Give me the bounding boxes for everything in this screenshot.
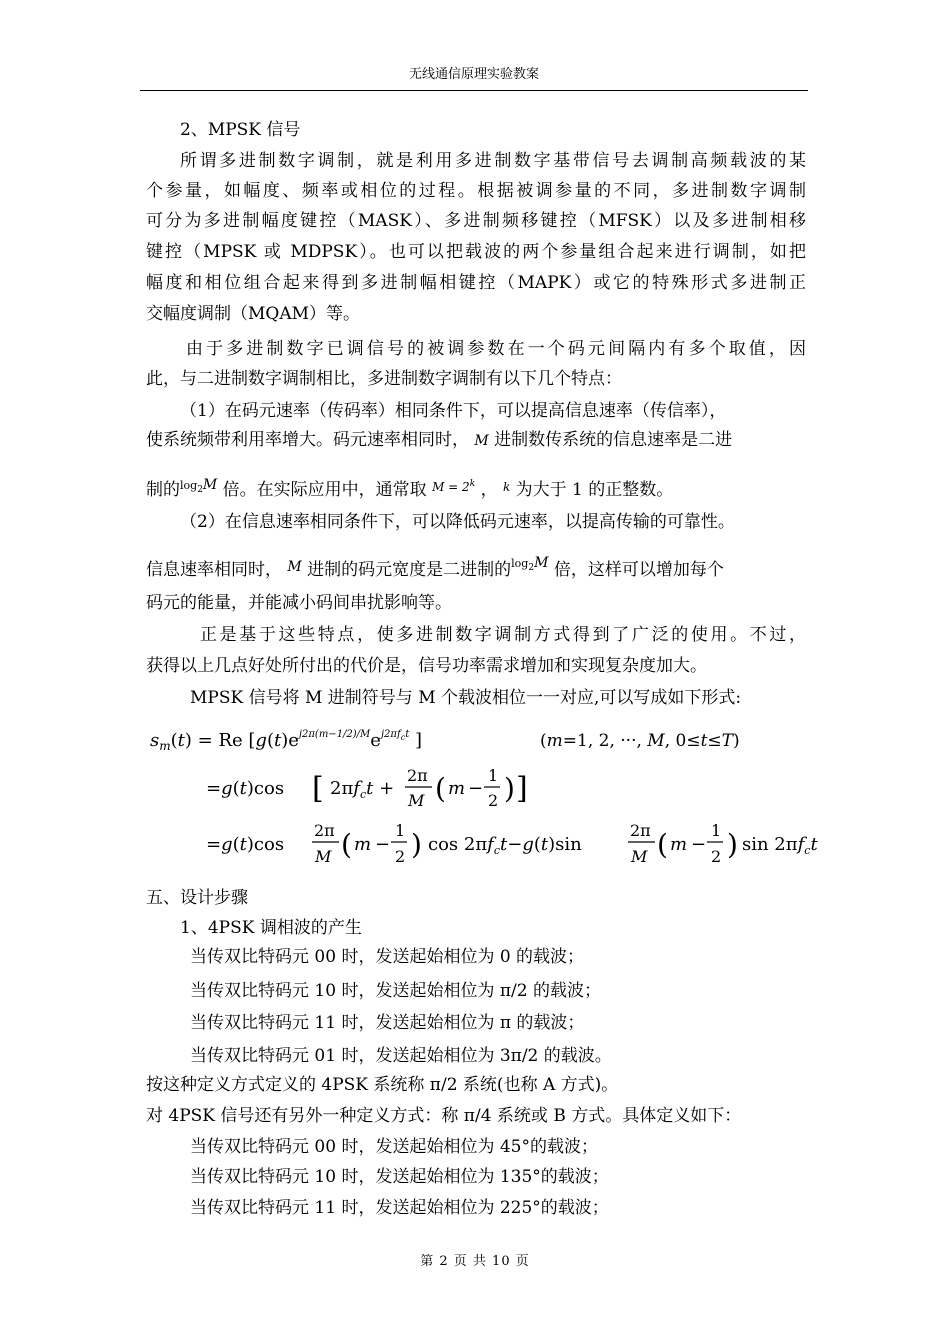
math-M: M (474, 433, 489, 449)
svg-text:1: 1 (395, 821, 406, 840)
text-run: 使系统频带利用率增大。码元速率相同时， (146, 430, 469, 450)
list-item: 当传双比特码元 00 时，发送起始相位为 0 的载波； (190, 947, 585, 967)
math-M-eq-2k: M = 2k (432, 479, 476, 494)
svg-text:2πfct +: $2\pi f_ct$ + (330, 778, 395, 801)
svg-text:): ) (727, 828, 738, 861)
list-item: 当传双比特码元 00 时，发送起始相位为 45°的载波； (190, 1137, 598, 1157)
svg-text:]: ] (516, 771, 528, 806)
svg-text:2: 2 (395, 847, 406, 866)
paragraph-line: 码元的能量，并能减小码间串扰影响等。 (146, 593, 452, 613)
svg-text:1: 1 (711, 821, 722, 840)
mpsk-formula (150, 724, 850, 874)
svg-text:sm(t) = Re [g(t)ej2π(m−1/2)/Me: $s_m(t) = Re$ [$g(t)e^{j2\pi(m-1/2)/M}e^{j2\pi f}ct$ ] (150, 729, 422, 753)
text-run: 制的 (146, 480, 180, 500)
paragraph-line: MPSK 信号将 M 进制符号与 M 个载波相位一一对应,可以写成如下形式: (190, 688, 742, 708)
svg-text:−: − (375, 834, 391, 855)
svg-text:M: M (408, 791, 425, 810)
math-M: M (287, 559, 302, 575)
svg-text:(: ( (657, 828, 668, 861)
paragraph-line (146, 472, 806, 502)
text-run: 为大于 1 的正整数。 (515, 480, 674, 500)
list-item: 当传双比特码元 01 时，发送起始相位为 3π/2 的载波。 (190, 1046, 612, 1066)
paragraph-line (146, 551, 806, 582)
paragraph-line: 按这种定义方式定义的 4PSK 系统称 π/2 系统(也称 A 方式)。 (146, 1075, 619, 1095)
paragraph-line: 获得以上几点好处所付出的代价是，信号功率需求增加和实现复杂度加大。 (146, 656, 707, 676)
svg-text:(m=1, 2, ···, M, 0≤t≤T): (m=1, 2, ···, M, 0≤t≤T) (540, 731, 740, 751)
svg-text:): ) (411, 828, 422, 861)
paragraph-line: 所谓多进制数字调制，就是利用多进制数字基带信号去调制高频载波的某 (180, 151, 806, 171)
text-run: 进制的码元宽度是二进制的 (307, 560, 512, 580)
paragraph-line: （2）在信息速率相同条件下，可以降低码元速率，以提高传输的可靠性。 (180, 512, 735, 532)
svg-text:=g(t)cos: =g(t)cos (206, 778, 285, 799)
section-heading-mpsk: 2、MPSK 信号 (180, 120, 301, 140)
svg-text:m: m (354, 834, 372, 855)
page-header (140, 64, 808, 91)
paragraph-line: 键控（MPSK 或 MDPSK）。也可以把载波的两个参量组合起来进行调制，如把 (146, 242, 806, 262)
paragraph-line: 可分为多进制幅度键控（MASK）、多进制频移键控（MFSK）以及多进制相移 (146, 211, 806, 231)
svg-text:−: − (468, 778, 484, 799)
paragraph-line: 幅度和相位组合起来得到多进制幅相键控（MAPK）或它的特殊形式多进制正 (146, 273, 806, 293)
header-title: 无线通信原理实验教案 (408, 67, 539, 82)
svg-text:2: 2 (711, 847, 722, 866)
svg-text:(: ( (435, 772, 446, 805)
list-item: 当传双比特码元 11 时，发送起始相位为 π 的载波； (190, 1013, 585, 1033)
paragraph-line: 对 4PSK 信号还有另外一种定义方式：称 π/4 系统或 B 方式。具体定义如下： (146, 1106, 742, 1126)
paragraph-line: （1）在码元速率（传码率）相同条件下，可以提高信息速率（传信率）， (180, 401, 727, 421)
math-k: k (502, 480, 511, 494)
svg-text:2: 2 (488, 791, 499, 810)
text-run: 倍。在实际应用中，通常取 (222, 480, 427, 500)
list-item: 当传双比特码元 10 时，发送起始相位为 135°的载波； (190, 1167, 609, 1187)
paragraph-line: 由于多进制数字已调信号的被调参数在一个码元间隔内有多个取值，因 (186, 339, 806, 359)
math-log2M: log2M (180, 477, 218, 495)
paragraph-line: 正是基于这些特点，使多进制数字调制方式得到了广泛的使用。不过， (200, 625, 806, 645)
text-run: ， (480, 480, 498, 500)
svg-text:m: m (670, 834, 688, 855)
svg-text:m: m (448, 778, 466, 799)
svg-text:2π: 2π (407, 766, 428, 785)
svg-text:−: − (691, 834, 707, 855)
svg-text:1: 1 (488, 766, 499, 785)
svg-text:2π: 2π (314, 821, 335, 840)
list-item: 当传双比特码元 11 时，发送起始相位为 225°的载波； (190, 1198, 609, 1218)
svg-text:): ) (504, 772, 515, 805)
section-heading-steps: 五、设计步骤 (146, 888, 248, 908)
paragraph-line (146, 428, 806, 453)
svg-text:M: M (631, 847, 648, 866)
paragraph-line: 交幅度调制（MQAM）等。 (146, 304, 361, 324)
subsection-heading: 1、4PSK 调相波的产生 (180, 918, 362, 938)
svg-text:M: M (315, 847, 332, 866)
paragraph-line: 个参量，如幅度、频率或相位的过程。根据被调参量的不同，多进制数字调制 (146, 181, 806, 201)
list-item: 当传双比特码元 10 时，发送起始相位为 π/2 的载波； (190, 981, 601, 1001)
page-footer: 第 2 页 共 10 页 (420, 1254, 530, 1269)
svg-text:[: [ (312, 771, 324, 806)
math-log2M: log2M (511, 555, 549, 573)
text-run: 进制数传系统的信息速率是二进 (494, 430, 733, 450)
svg-text:2π: 2π (630, 821, 651, 840)
svg-text:sin 2πfct: $\sin 2\pi f_ct$ (742, 834, 818, 857)
svg-text:cos 2πfct−g(t)sin: $\cos 2\pi f_ct-g(t)\sin$ (428, 834, 582, 857)
text-run: 信息速率相同时， (146, 560, 282, 580)
svg-text:=g(t)cos: =g(t)cos (206, 834, 285, 855)
paragraph-line: 此，与二进制数字调制相比，多进制数字调制有以下几个特点： (146, 369, 622, 389)
svg-text:(: ( (341, 828, 352, 861)
text-run: 倍，这样可以增加每个 (553, 560, 724, 580)
